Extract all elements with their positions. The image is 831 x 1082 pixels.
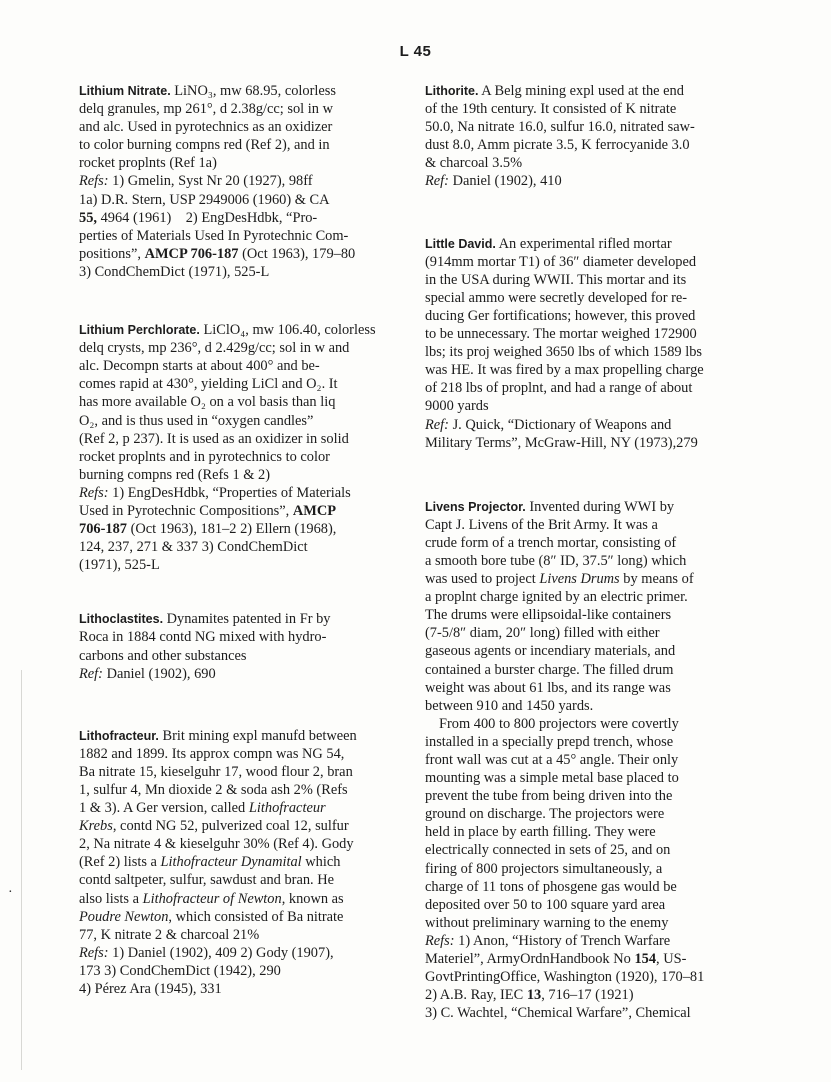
references: Refs: 1) Anon, “History of Trench Warfare (425, 932, 671, 949)
references: Ref: Daniel (1902), 690 (79, 665, 216, 682)
entry-term: Lithorite. (425, 84, 479, 98)
entry-term: Lithofracteur. (79, 728, 159, 743)
margin-rule (21, 670, 22, 1070)
right-column (425, 82, 755, 1022)
entry-lithoclastites: Lithoclastites. Dynamites patented in Fr by Roca in 1884 contd NG mixed with hydro- carbons and other substances Ref: Daniel (1902), 690 (79, 610, 399, 682)
entry-term: Little David. (425, 236, 496, 251)
margin-mark: · (8, 885, 13, 900)
entry-lithorite: Lithorite. A Belg mining expl used at the end of the 19th century. It consisted of K nitrate 50.0, Na nitrate 16.0, sulfur 16.0, nitrated saw- dust 8.0, Amm picrate 3.5, K ferrocyanide 3.0 & charcoal 3.5% Ref: Daniel (1902), 410 (425, 82, 755, 191)
references: Refs: 1) EngDesHdbk, “Properties of Materials (79, 484, 351, 501)
entry-livens-projector: Livens Projector. Invented during WWI by Capt J. Livens of the Brit Army. It was a crude form of a trench mortar, consisting of a smooth bore tube (8″ ID, 37.5″ long) which was used to project Livens Drums by means of a proplnt charge ignited by an electric primer. The drums were ellipsoidal-like containers (7-5/8″ diam, 20″ long) filled with either gaseous agents or incendiary materials, and contained a burster charge. The filled drum weight was about 61 lbs, and its range was between 910 and 1450 yards. From 400 to 800 projectors were covertly installed in a specially prepd trench, whose front wall was cut at a 45° angle. Their only mounting was a simple metal base placed to prevent the tube from being driven into the ground on discharge. The projectors were held in place by earth filling. They were electrically connected in sets of 25, and on firing of 800 projectors simultaneously, a charge of 11 tons of phosgene gas would be deposited over 50 to 100 square yard area without preliminary warning to the enemy Refs: 1) Anon, “History of Trench Warfare Materiel”, ArmyOrdnHandbook No 154, US- GovtPrintingOffice, Washington (1920), 170–81 2) A.B. Ray, IEC 13, 716–17 (1921) 3) C. Wachtel, “Chemical Warfare”, Chemical (425, 498, 755, 1023)
entry-lithofracteur: Lithofracteur. Brit mining expl manufd between 1882 and 1899. Its approx compn was NG 54, Ba nitrate 15, kieselguhr 17, wood flour 2, bran 1, sulfur 4, Mn dioxide 2 & soda ash 2% (Refs 1 & 3). A Ger version, called Lithofracteur Krebs, contd NG 52, pulverized coal 12, sulfur 2, Na nitrate 4 & kieselguhr 30% (Ref 4). Gody (Ref 2) lists a Lithofracteur Dynamital which contd saltpeter, sulfur, sawdust and bran. He also lists a Lithofracteur of Newton, known as Poudre Newton, which consisted of Ba nitrate 77, K nitrate 2 & charcoal 21% Refs: 1) Daniel (1902), 409 2) Gody (1907), 173 3) CondChemDict (1942), 290 4) Pérez Ara (1945), 331 (79, 727, 399, 998)
entry-lithium-nitrate: Lithium Nitrate. LiNO₃, mw 68.95, colorless delq granules, mp 261°, d 2.38g/cc; sol in w and alc. Used in pyrotechnics as an oxidizer to color burning compns red (Ref 2), and in rocket proplnts (Ref 1a) Refs: 1) Gmelin, Syst Nr 20 (1927), 98ff 1a) D.R. Stern, USP 2949006 (1960) & CA 55, 4964 (1961) 2) EngDesHdbk, “Pro- perties of Materials Used In Pyrotechnic Com- positions”, AMCP 706-187 (Oct 1963), 179–80 3) CondChemDict (1971), 525-L (79, 82, 399, 281)
page-number-header: L 45 (399, 43, 432, 60)
entry-term: Livens Projector. (425, 499, 526, 514)
left-column (79, 82, 399, 998)
entry-term: Lithoclastites. (79, 612, 164, 627)
entry-term: Lithium Nitrate. (79, 84, 171, 98)
references: Ref: Daniel (1902), 410 (425, 173, 562, 190)
entry-term: Lithium Perchlorate. (79, 323, 200, 338)
entry-lithium-perchlorate: Lithium Perchlorate. LiClO₄, mw 106.40, colorless delq crysts, mp 236°, d 2.429g/cc; sol in w and alc. Decompn starts at about 400° and be- comes rapid at 430°, yielding LiCl and O₂. It has more available O₂ on a vol basis than liq O₂, and is thus used in “oxygen candles” (Ref 2, p 237). It is used as an oxidizer in solid rocket proplnts and in pyrotechnics to color burning compns red (Refs 1 & 2) Refs: 1) EngDesHdbk, “Properties of Materials Used in Pyrotechnic Compositions”, AMCP 706-187 (Oct 1963), 181–2 2) Ellern (1968), 124, 237, 271 & 337 3) CondChemDict (1971), 525-L (79, 321, 399, 574)
references: Ref: J. Quick, “Dictionary of Weapons and (425, 416, 672, 433)
references: Refs: 1) Gmelin, Syst Nr 20 (1927), 98ff (79, 173, 313, 190)
references: Refs: 1) Daniel (1902), 409 2) Gody (1907), (79, 944, 334, 961)
entry-little-david: Little David. An experimental rifled mortar (914mm mortar T1) of 36″ diameter developed in the USA during WWII. This mortar and its special ammo were secretly developed for re- ducing Ger fortifications; however, this proved to be unnecessary. The mortar weighed 172900 lbs; its proj weighed 3650 lbs of which 1589 lbs was HE. It was fired by a max propelling charge of 218 lbs of proplnt, and had a range of about 9000 yards Ref: J. Quick, “Dictionary of Weapons and Military Terms”, McGraw-Hill, NY (1973),279 (425, 235, 755, 452)
